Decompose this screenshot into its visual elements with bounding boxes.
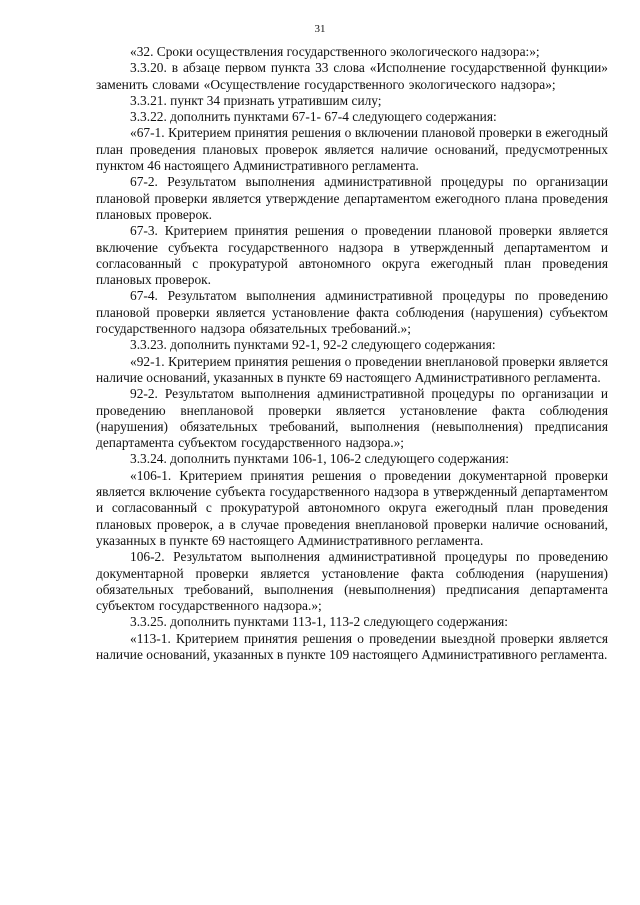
paragraph-16: «113-1. Критерием принятия решения о проведении выездной проверки является наличие оснований, указанных в пункте 109 настоящего Административного регламента.: [96, 630, 608, 662]
paragraph-15: 3.3.25. дополнить пунктами 113-1, 113-2 следующего содержания:: [130, 614, 508, 630]
page-number: 31: [314, 23, 326, 35]
document-body: [96, 44, 608, 663]
paragraph-13: «106-1. Критерием принятия решения о проведении документарной проверки является включение субъекта государственного надзора в утвержденный департаментом и согласованный с прокуратурой автономного округа ежегодный план проведения плановых проверок, а в случае проведения внеплановой проверки наличие оснований, указанных в пункте 69 настоящего Административного регламента.: [96, 467, 608, 548]
paragraph-14: 106-2. Результатом выполнения административной процедуры по проведению документарной проверки является установление факта соблюдения (нарушения) обязательных требований, выполнения (невыполнения) предписания департамента субъектом государственного надзора.»;: [96, 549, 608, 614]
paragraph-6: 67-2. Результатом выполнения административной процедуры по организации плановой проверки является утверждение департаментом ежегодного плана проведения плановых проверок.: [96, 174, 608, 222]
paragraph-10: «92-1. Критерием принятия решения о проведении внеплановой проверки является наличие оснований, указанных в пункте 69 настоящего Административного регламента.: [96, 353, 608, 385]
paragraph-4: 3.3.22. дополнить пунктами 67-1- 67-4 следующего содержания:: [130, 109, 497, 125]
paragraph-12: 3.3.24. дополнить пунктами 106-1, 106-2 следующего содержания:: [130, 451, 509, 467]
paragraph-11: 92-2. Результатом выполнения административной процедуры по организации и проведению внеплановой проверки является установление факта соблюдения (нарушения) обязательных требований, выполнения (невыполнения) предписания департамента субъектом государственного надзора.»;: [96, 386, 608, 451]
paragraph-7: 67-3. Критерием принятия решения о проведении плановой проверки является включение субъекта государственного надзора в утвержденный департаментом и согласованный с прокуратурой автономного округа ежегодный план проведения плановых проверок.: [96, 223, 608, 288]
paragraph-3: 3.3.21. пункт 34 признать утратившим силу;: [130, 92, 382, 108]
paragraph-8: 67-4. Результатом выполнения административной процедуры по проведению плановой проверки является установление факта соблюдения (нарушения) субъектом государственного надзора обязательных требований.»;: [96, 288, 608, 337]
paragraph-1: «32. Сроки осуществления государственного экологического надзора:»;: [130, 44, 540, 59]
paragraph-9: 3.3.23. дополнить пунктами 92-1, 92-2 следующего содержания:: [130, 337, 496, 353]
paragraph-2: 3.3.20. в абзаце первом пункта 33 слова «Исполнение государственной функции» заменить словами «Осуществление государственного экологического надзора»;: [96, 60, 608, 92]
paragraph-5: «67-1. Критерием принятия решения о включении плановой проверки в ежегодный план проведения плановых проверок является наличие оснований, предусмотренных пунктом 46 настоящего Административного регламента.: [96, 125, 608, 174]
